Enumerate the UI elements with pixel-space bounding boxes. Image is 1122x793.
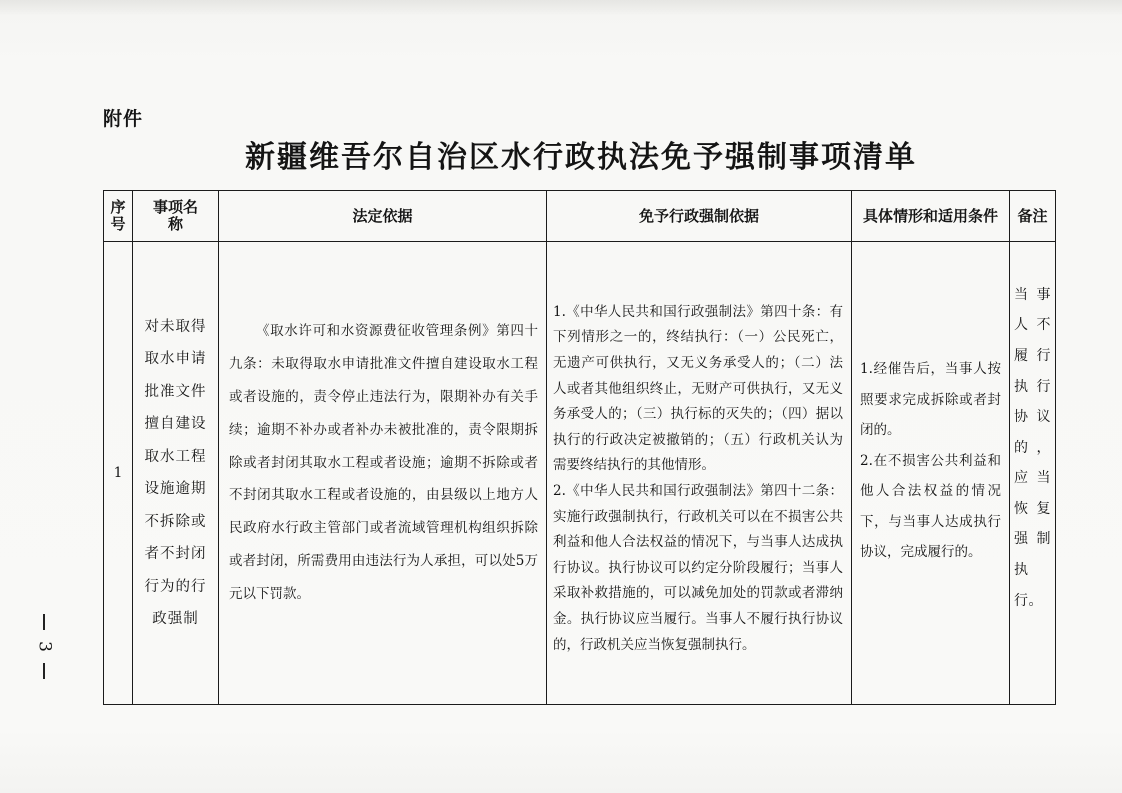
row-no: 1 — [104, 242, 133, 705]
page-number — [34, 614, 55, 679]
row-item-name: 对未取得取水申请批准文件擅自建设取水工程设施逾期不拆除或者不封闭行为的行政强制 — [144, 318, 207, 627]
attachment-label: 附件 — [103, 108, 144, 130]
header-no: 序号 — [104, 191, 133, 242]
header-item-name-text: 事项名称 — [153, 198, 199, 233]
row-exemption-basis-cell — [547, 242, 852, 705]
table-row — [104, 242, 1056, 705]
exemption-basis-item: 1.《中华人民共和国行政强制法》第四十条：有下列情形之一的，终结执行：（一）公民死亡，无遗产可供执行，又无义务承受人的；（二）法人或者其他组织终止，无财产可供执行，又无义务承受人的；（三）执行标的灭失的；（四）据以执行的行政决定被撤销的；（五）行政机关认为需要终结执行的其他情形。 — [553, 303, 843, 474]
row-legal-basis: 《取水许可和水资源费征收管理条例》第四十九条：未取得取水申请批准文件擅自建设取水工程或者设施的，责令停止违法行为，限期补办有关手续；逾期不补办或者补办未被批准的，责令限期拆除或者封闭其取水工程或者设施；逾期不拆除或者不封闭其取水工程或者设施的，由县级以上地方人民政府水行政主管部门或者流域管理机构组织拆除或者封闭，所需费用由违法行为人承担，可以处5万元以下罚款。 — [229, 323, 538, 602]
page-number-dash-top — [43, 614, 45, 630]
header-remarks: 备注 — [1010, 191, 1056, 242]
condition-item: 2.在不损害公共利益和他人合法权益的情况下，与当事人达成执行协议，完成履行的。 — [860, 452, 1001, 561]
condition-item: 1.经催告后，当事人按照要求完成拆除或者封闭的。 — [860, 361, 1001, 439]
row-conditions-cell — [852, 242, 1010, 705]
row-remarks-cell — [1010, 242, 1056, 705]
header-legal-basis: 法定依据 — [219, 191, 547, 242]
table-header-row — [104, 191, 1056, 242]
page-number-value: 3 — [34, 641, 55, 652]
row-legal-basis-cell — [219, 242, 547, 705]
row-remarks: 当事人不履行执行协议的，应当恢复强制执行。 — [1014, 286, 1051, 609]
header-item-name — [133, 191, 219, 242]
scan-shadow — [0, 0, 1122, 16]
header-conditions: 具体情形和适用条件 — [852, 191, 1010, 242]
page-number-dash-bottom — [43, 663, 45, 679]
document-title: 新疆维吾尔自治区水行政执法免予强制事项清单 — [245, 140, 917, 175]
header-exemption-basis: 免予行政强制依据 — [547, 191, 852, 242]
exemption-basis-item: 2.《中华人民共和国行政强制法》第四十二条：实施行政强制执行，行政机关可以在不损害公共利益和他人合法权益的情况下，与当事人达成执行协议。执行协议可以约定分阶段履行；当事人采取补救措施的，可以减免加处的罚款或者滞纳金。执行协议应当履行。当事人不履行执行协议的，行政机关应当恢复强制执行。 — [553, 483, 843, 653]
row-item-name-cell — [133, 242, 219, 705]
exemption-list-table — [103, 190, 1056, 705]
